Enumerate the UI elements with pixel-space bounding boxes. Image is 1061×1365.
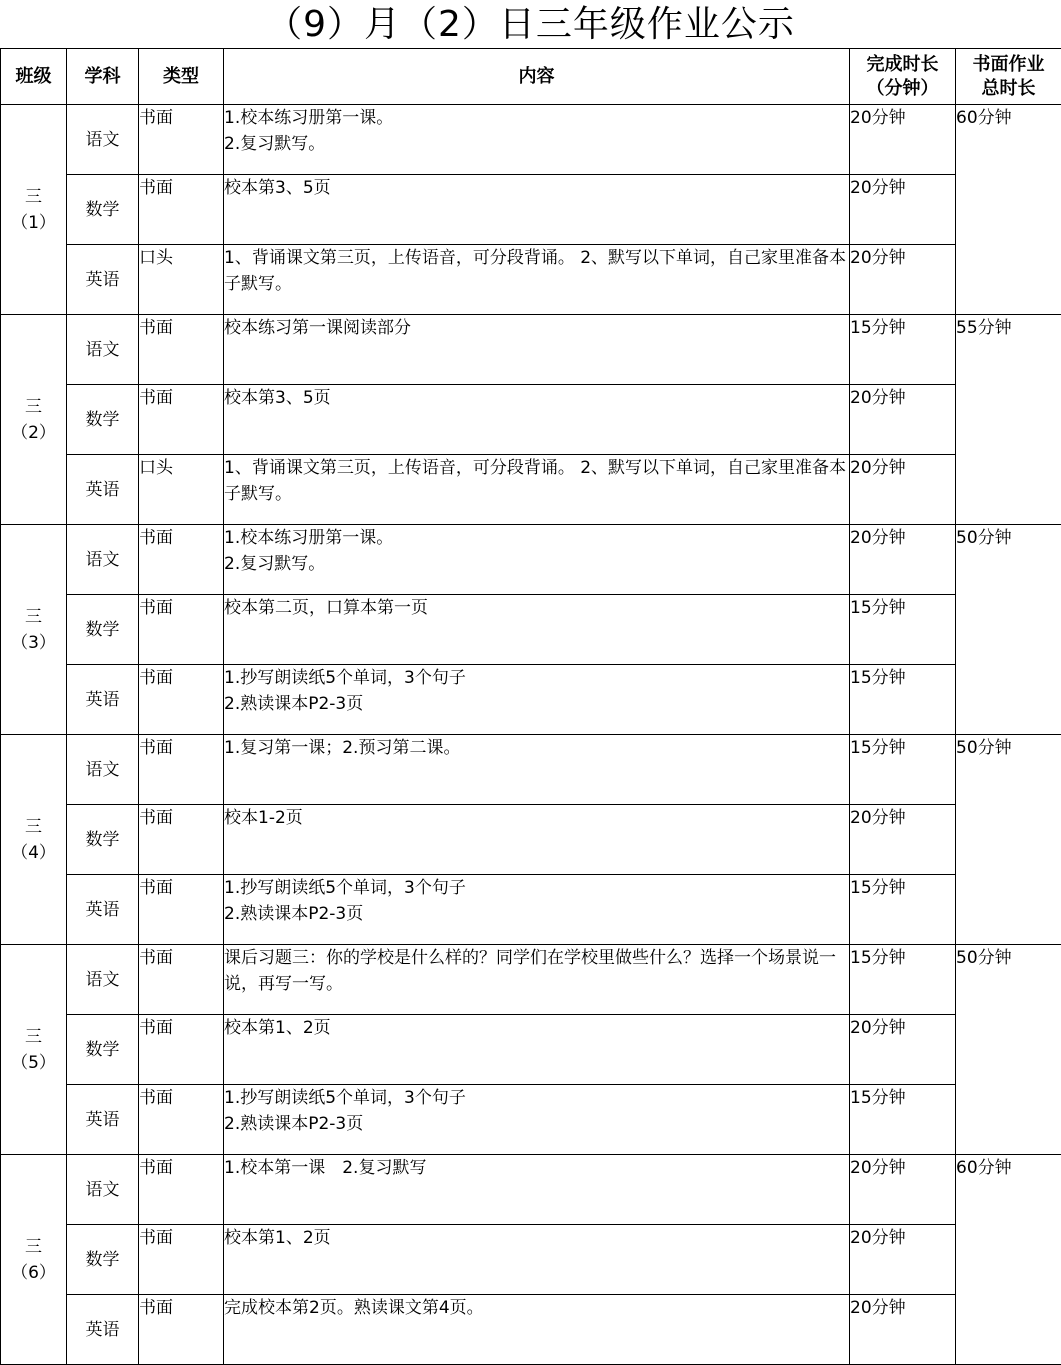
time-cell: 15分钟 — [850, 595, 956, 665]
time-cell: 15分钟 — [850, 735, 956, 805]
class-cell — [1, 105, 67, 315]
type-cell: 书面 — [139, 1225, 224, 1295]
content-line: 课后习题三：你的学校是什么样的？同学们在学校里做些什么？选择一个场景说一说，再写一写。 — [224, 948, 836, 994]
class-cell — [1, 735, 67, 945]
subject-cell: 数学 — [67, 385, 139, 455]
class-number: （4） — [11, 842, 56, 863]
subject-cell: 语文 — [67, 1155, 139, 1225]
content-cell — [224, 315, 850, 385]
subject-cell: 数学 — [67, 595, 139, 665]
content-line: 2.熟读课本P2-3页 — [224, 1114, 364, 1134]
content-line: 校本第3、5页 — [224, 178, 331, 198]
content-cell — [224, 875, 850, 945]
content-line: 完成校本第2页。熟读课文第4页。 — [224, 1298, 484, 1318]
content-cell — [224, 1295, 850, 1365]
content-cell — [224, 1015, 850, 1085]
type-cell: 书面 — [139, 665, 224, 735]
header-total — [956, 49, 1061, 105]
type-cell: 书面 — [139, 1015, 224, 1085]
subject-cell: 英语 — [67, 245, 139, 315]
subject-cell: 语文 — [67, 315, 139, 385]
table-row — [1, 735, 1061, 805]
type-cell: 书面 — [139, 735, 224, 805]
header-row — [1, 49, 1061, 105]
class-number: （1） — [11, 212, 56, 233]
table-row — [1, 455, 1061, 525]
subject-cell: 语文 — [67, 525, 139, 595]
type-cell: 书面 — [139, 385, 224, 455]
content-cell — [224, 175, 850, 245]
time-cell: 20分钟 — [850, 385, 956, 455]
content-cell — [224, 525, 850, 595]
content-line: 1.抄写朗读纸5个单词，3个句子 — [224, 1088, 466, 1108]
content-line: 2.复习默写。 — [224, 554, 326, 574]
time-cell: 20分钟 — [850, 1295, 956, 1365]
type-cell: 书面 — [139, 315, 224, 385]
header-time — [850, 49, 956, 105]
time-cell: 20分钟 — [850, 805, 956, 875]
type-cell: 书面 — [139, 875, 224, 945]
type-cell: 书面 — [139, 805, 224, 875]
content-line: 校本练习第一课阅读部分 — [224, 318, 411, 338]
total-cell: 50分钟 — [956, 735, 1061, 945]
table-row — [1, 805, 1061, 875]
type-cell: 书面 — [139, 1155, 224, 1225]
content-cell — [224, 1155, 850, 1225]
class-grade: 三 — [25, 816, 42, 837]
class-cell — [1, 315, 67, 525]
total-cell: 60分钟 — [956, 105, 1061, 315]
table-row — [1, 875, 1061, 945]
time-cell: 20分钟 — [850, 1015, 956, 1085]
class-cell — [1, 1155, 67, 1365]
type-cell: 书面 — [139, 1085, 224, 1155]
table-row — [1, 105, 1061, 175]
content-cell — [224, 245, 850, 315]
header-type: 类型 — [139, 49, 224, 105]
class-grade: 三 — [25, 1236, 42, 1257]
time-cell: 20分钟 — [850, 105, 956, 175]
total-cell: 50分钟 — [956, 525, 1061, 735]
class-cell — [1, 525, 67, 735]
table-row — [1, 385, 1061, 455]
class-grade: 三 — [25, 186, 42, 207]
subject-cell: 英语 — [67, 875, 139, 945]
class-grade: 三 — [25, 606, 42, 627]
subject-cell: 语文 — [67, 105, 139, 175]
table-row — [1, 1015, 1061, 1085]
table-row — [1, 945, 1061, 1015]
table-row — [1, 665, 1061, 735]
content-line: 2.熟读课本P2-3页 — [224, 694, 364, 714]
time-cell: 15分钟 — [850, 665, 956, 735]
subject-cell: 数学 — [67, 1015, 139, 1085]
table-row — [1, 245, 1061, 315]
type-cell: 口头 — [139, 455, 224, 525]
table-body — [1, 105, 1061, 1365]
header-total-line1: 书面作业 — [972, 53, 1045, 75]
content-line: 1.校本练习册第一课。 — [224, 528, 394, 548]
class-grade: 三 — [25, 396, 42, 417]
subject-cell: 英语 — [67, 665, 139, 735]
content-cell — [224, 595, 850, 665]
content-line: 1.抄写朗读纸5个单词，3个句子 — [224, 668, 466, 688]
subject-cell: 语文 — [67, 735, 139, 805]
class-grade: 三 — [25, 1026, 42, 1047]
time-cell: 20分钟 — [850, 1155, 956, 1225]
class-number: （6） — [11, 1262, 56, 1283]
type-cell: 口头 — [139, 245, 224, 315]
total-cell: 60分钟 — [956, 1155, 1061, 1365]
class-cell — [1, 945, 67, 1155]
type-cell: 书面 — [139, 1295, 224, 1365]
content-line: 校本第二页，口算本第一页 — [224, 598, 428, 618]
time-cell: 20分钟 — [850, 455, 956, 525]
subject-cell: 英语 — [67, 1085, 139, 1155]
class-number: （5） — [11, 1052, 56, 1073]
subject-cell: 数学 — [67, 805, 139, 875]
time-cell: 15分钟 — [850, 1085, 956, 1155]
content-line: 1.校本练习册第一课。 — [224, 108, 394, 128]
content-line: 2.熟读课本P2-3页 — [224, 904, 364, 924]
content-line: 1、背诵课文第三页，上传语音，可分段背诵。 2、默写以下单词，自己家里准备本子默写。 — [224, 248, 847, 294]
time-cell: 15分钟 — [850, 875, 956, 945]
time-cell: 20分钟 — [850, 175, 956, 245]
content-cell — [224, 105, 850, 175]
time-cell: 20分钟 — [850, 525, 956, 595]
table-row — [1, 1295, 1061, 1365]
table-row — [1, 525, 1061, 595]
table-row — [1, 595, 1061, 665]
header-subject: 学科 — [67, 49, 139, 105]
content-cell — [224, 385, 850, 455]
subject-cell: 数学 — [67, 1225, 139, 1295]
table-row — [1, 1225, 1061, 1295]
header-total-line2: 总时长 — [981, 77, 1036, 99]
subject-cell: 英语 — [67, 455, 139, 525]
type-cell: 书面 — [139, 945, 224, 1015]
subject-cell: 数学 — [67, 175, 139, 245]
header-content: 内容 — [224, 49, 850, 105]
table-row — [1, 1085, 1061, 1155]
table-row — [1, 1155, 1061, 1225]
time-cell: 20分钟 — [850, 1225, 956, 1295]
type-cell: 书面 — [139, 595, 224, 665]
content-line: 校本第1、2页 — [224, 1228, 331, 1248]
table-row — [1, 315, 1061, 385]
content-cell — [224, 945, 850, 1015]
content-cell — [224, 1225, 850, 1295]
header-time-line2: （分钟） — [866, 77, 939, 99]
content-cell — [224, 805, 850, 875]
time-cell: 15分钟 — [850, 315, 956, 385]
class-number: （2） — [11, 422, 56, 443]
subject-cell: 英语 — [67, 1295, 139, 1365]
subject-cell: 语文 — [67, 945, 139, 1015]
time-cell: 15分钟 — [850, 945, 956, 1015]
homework-table — [0, 48, 1061, 1365]
content-cell — [224, 455, 850, 525]
content-line: 2.复习默写。 — [224, 134, 326, 154]
content-line: 1、背诵课文第三页，上传语音，可分段背诵。 2、默写以下单词，自己家里准备本子默写。 — [224, 458, 847, 504]
type-cell: 书面 — [139, 525, 224, 595]
content-line: 校本第3、5页 — [224, 388, 331, 408]
content-cell — [224, 665, 850, 735]
header-class: 班级 — [1, 49, 67, 105]
content-line: 1.抄写朗读纸5个单词，3个句子 — [224, 878, 466, 898]
page-title: （9）月（2）日三年级作业公示 — [266, 4, 795, 45]
table-row — [1, 175, 1061, 245]
content-line: 校本1-2页 — [224, 808, 303, 828]
total-cell: 55分钟 — [956, 315, 1061, 525]
content-cell — [224, 735, 850, 805]
content-line: 校本第1、2页 — [224, 1018, 331, 1038]
type-cell: 书面 — [139, 105, 224, 175]
content-line: 1.校本第一课 2.复习默写 — [224, 1158, 427, 1178]
content-line: 1.复习第一课；2.预习第二课。 — [224, 738, 461, 758]
content-cell — [224, 1085, 850, 1155]
time-cell: 20分钟 — [850, 245, 956, 315]
type-cell: 书面 — [139, 175, 224, 245]
class-number: （3） — [11, 632, 56, 653]
total-cell: 50分钟 — [956, 945, 1061, 1155]
header-time-line1: 完成时长 — [866, 53, 939, 75]
